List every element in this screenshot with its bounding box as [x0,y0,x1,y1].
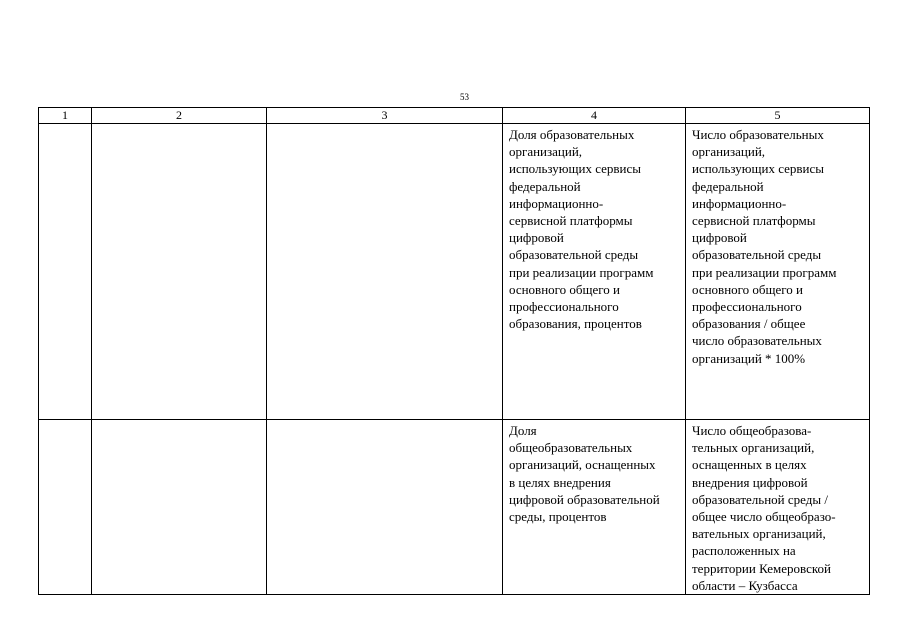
cell-text [92,420,266,422]
table-cell [686,420,870,595]
column-header-5: 5 [686,108,870,124]
table-cell [267,420,503,595]
table-cell [39,420,92,595]
table-header-row [39,108,870,124]
column-header-3: 3 [267,108,503,124]
indicator-name: Доля общеобразовательных организаций, оснащенных в целях внедрения цифровой образовательной среды, процентов [509,423,660,525]
column-header-1: 1 [39,108,92,124]
indicator-table [38,107,870,595]
indicator-formula: Число образовательных организаций, использующих сервисы федеральной информационно- сервисной платформы цифровой образовательной среды при реализации программ основного общего и профессионального образования / общее число образовательных организаций * 100% [692,127,837,366]
table-row [39,124,870,420]
cell-text [92,124,266,126]
table-cell [267,124,503,420]
indicator-name: Доля образовательных организаций, использующих сервисы федеральной информационно- сервисной платформы цифровой образовательной среды при реализации программ основного общего и профессионального образования, процентов [509,127,654,332]
column-header-2: 2 [92,108,267,124]
table-cell [503,124,686,420]
cell-text [267,124,502,126]
indicator-formula: Число общеобразова- тельных организаций, оснащенных в целях внедрения цифровой образовательной среды / общее число общеобразо- вательных организаций, расположенных на территории Кемеровской области – Кузбасса [692,423,836,593]
table-cell [39,124,92,420]
table-cell [92,124,267,420]
table-cell [503,420,686,595]
table-row [39,420,870,595]
page-number: 53 [460,92,469,102]
cell-text [39,420,91,422]
cell-text [267,420,502,422]
cell-text [39,124,91,126]
table-cell [92,420,267,595]
table-cell [686,124,870,420]
column-header-4: 4 [503,108,686,124]
